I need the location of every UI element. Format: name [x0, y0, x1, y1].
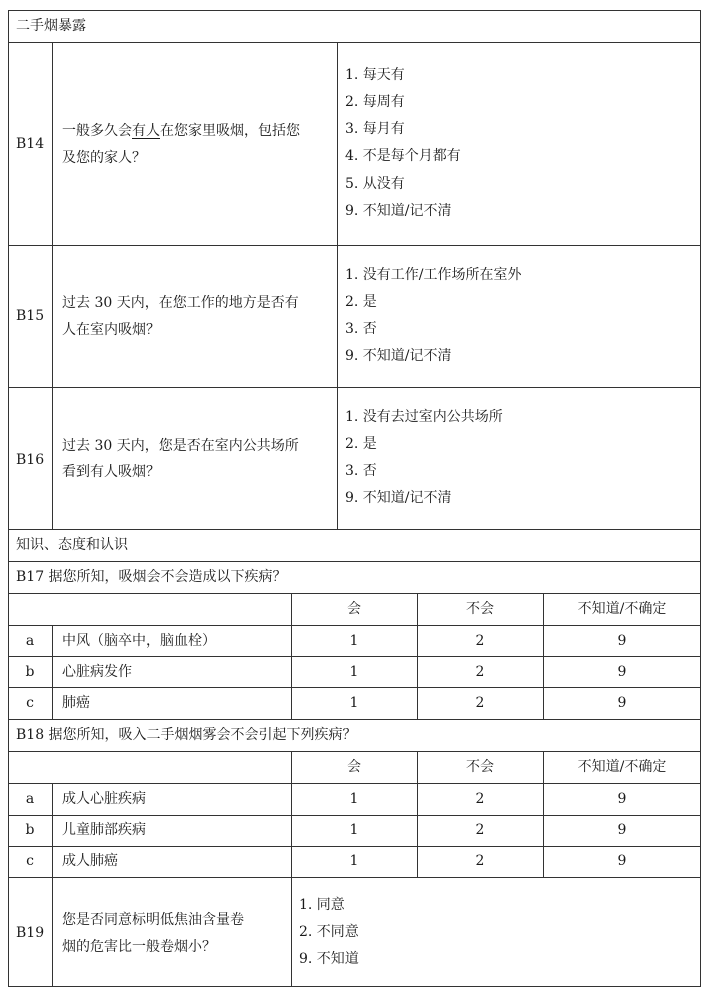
divider: [52, 625, 53, 719]
answer-option: 2. 是: [345, 436, 377, 452]
answer-code: 9: [617, 695, 627, 711]
question-text: [62, 122, 300, 140]
question-code: B14: [16, 136, 45, 152]
divider: [52, 783, 53, 877]
divider: [8, 751, 701, 752]
column-header: 不知道/不确定: [577, 601, 667, 617]
answer-option: 1. 没有工作/工作场所在室外: [345, 267, 522, 283]
column-header: 不知道/不确定: [577, 759, 667, 775]
answer-code: 9: [617, 664, 627, 680]
question-text: 过去 30 天内，您是否在室内公共场所: [62, 438, 299, 454]
column-header: 会: [347, 601, 361, 617]
answer-code: 2: [475, 695, 485, 711]
section-title: 知识、态度和认识: [16, 537, 128, 553]
answer-code: 9: [617, 822, 627, 838]
disease-name: 肺癌: [62, 695, 90, 711]
divider: [8, 656, 701, 657]
divider: [8, 846, 701, 847]
answer-option: 3. 每月有: [345, 121, 405, 137]
question-text: 人在室内吸烟？: [62, 322, 160, 338]
answer-code: 9: [617, 853, 627, 869]
divider: [52, 877, 53, 987]
divider: [52, 42, 53, 529]
divider: [8, 719, 701, 720]
disease-name: 中风（脑卒中，脑血栓）: [62, 633, 216, 649]
answer-option: 1. 同意: [299, 897, 345, 913]
answer-code: 9: [617, 633, 627, 649]
divider: [8, 687, 701, 688]
answer-code: 1: [349, 633, 359, 649]
divider: [8, 783, 701, 784]
question-text-part: 在您家里吸烟，包括您: [160, 123, 300, 139]
divider: [291, 877, 292, 987]
divider: [8, 561, 701, 562]
row-letter: b: [25, 822, 35, 838]
question-code: B19: [16, 925, 45, 941]
row-letter: c: [26, 853, 34, 869]
column-header: 不会: [466, 759, 494, 775]
answer-option: 9. 不知道/记不清: [345, 490, 452, 506]
divider: [8, 245, 701, 246]
answer-code: 1: [349, 695, 359, 711]
answer-option: 9. 不知道/记不清: [345, 203, 452, 219]
divider: [8, 877, 701, 878]
question-text-emphasis: 有人: [132, 123, 160, 139]
row-letter: a: [25, 633, 35, 649]
answer-code: 2: [475, 633, 485, 649]
answer-option: 2. 不同意: [299, 924, 359, 940]
answer-option: 2. 每周有: [345, 94, 405, 110]
divider: [8, 387, 701, 388]
disease-name: 心脏病发作: [62, 664, 132, 680]
question-text: 烟的危害比一般卷烟小？: [62, 939, 216, 955]
answer-option: 1. 每天有: [345, 67, 405, 83]
answer-code: 1: [349, 664, 359, 680]
answer-code: 2: [475, 853, 485, 869]
row-letter: a: [25, 791, 35, 807]
table-title: B17 据您所知，吸烟会不会造成以下疾病？: [16, 569, 287, 585]
divider: [8, 593, 701, 594]
section-title: 二手烟暴露: [16, 18, 86, 34]
answer-code: 2: [475, 664, 485, 680]
answer-code: 1: [349, 822, 359, 838]
divider: [8, 529, 701, 530]
answer-code: 1: [349, 791, 359, 807]
answer-option: 4. 不是每个月都有: [345, 148, 461, 164]
question-text: 及您的家人？: [62, 150, 146, 166]
question-code: B16: [16, 452, 45, 468]
answer-option: 5. 从没有: [345, 176, 405, 192]
question-text-part: 一般多久会: [62, 123, 132, 139]
question-text: 过去 30 天内，在您工作的地方是否有: [62, 295, 299, 311]
answer-code: 2: [475, 791, 485, 807]
disease-name: 儿童肺部疾病: [62, 822, 146, 838]
answer-option: 1. 没有去过室内公共场所: [345, 409, 503, 425]
question-text: 您是否同意标明低焦油含量卷: [62, 912, 244, 928]
answer-option: 3. 否: [345, 463, 377, 479]
divider: [8, 625, 701, 626]
answer-option: 9. 不知道/记不清: [345, 348, 452, 364]
column-header: 不会: [466, 601, 494, 617]
answer-code: 2: [475, 822, 485, 838]
divider: [8, 815, 701, 816]
answer-code: 1: [349, 853, 359, 869]
divider: [337, 42, 338, 529]
question-text: 看到有人吸烟？: [62, 464, 160, 480]
row-letter: b: [25, 664, 35, 680]
answer-option: 9. 不知道: [299, 951, 359, 967]
answer-option: 2. 是: [345, 294, 377, 310]
disease-name: 成人肺癌: [62, 853, 118, 869]
answer-code: 9: [617, 791, 627, 807]
question-code: B15: [16, 308, 45, 324]
answer-option: 3. 否: [345, 321, 377, 337]
table-title: B18 据您所知，吸入二手烟烟雾会不会引起下列疾病？: [16, 727, 357, 743]
column-header: 会: [347, 759, 361, 775]
disease-name: 成人心脏疾病: [62, 791, 146, 807]
divider: [8, 42, 701, 43]
row-letter: c: [26, 695, 34, 711]
